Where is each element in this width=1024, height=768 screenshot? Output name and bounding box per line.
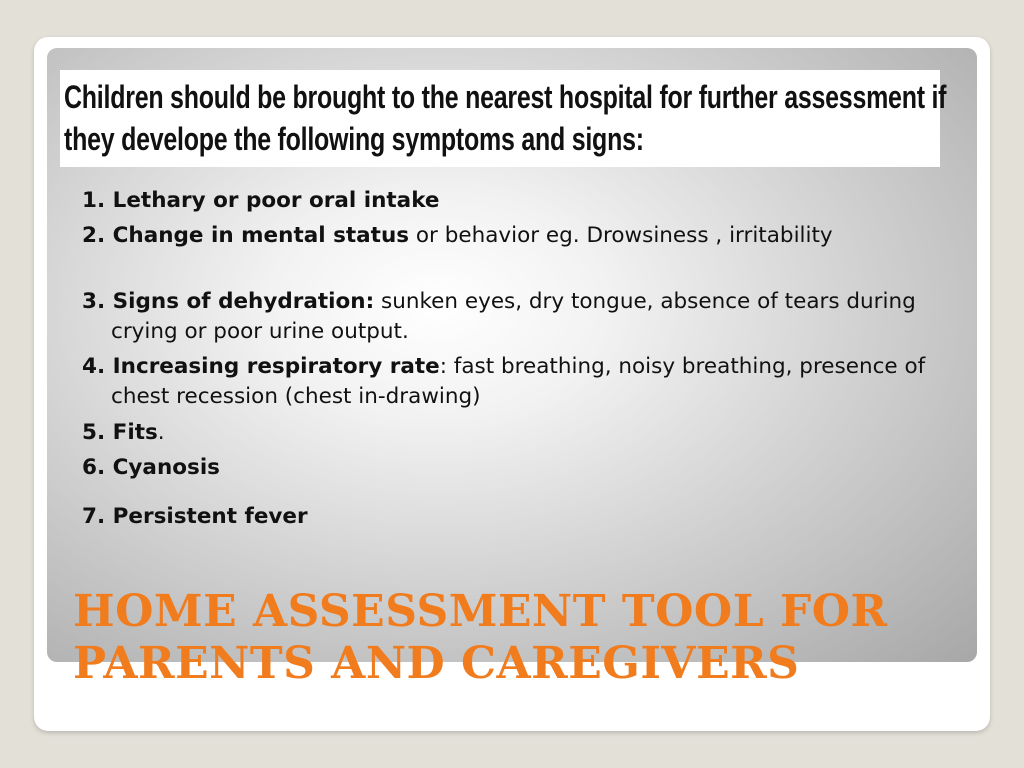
item-number: 5. [82, 420, 106, 445]
item-heading: Signs of dehydration: [112, 289, 375, 314]
banner-line-2: they develope the following symptoms and signs: [64, 121, 644, 157]
list-item [82, 453, 220, 483]
list-item [82, 352, 952, 412]
title-line-2: PARENTS AND CAREGIVERS [73, 638, 800, 689]
banner-text [64, 76, 947, 160]
item-number: 1. [82, 188, 106, 213]
item-heading: Change in mental status [112, 223, 410, 248]
item-number: 3. [82, 289, 106, 314]
item-heading: Fits [112, 420, 158, 445]
list-item [82, 186, 440, 216]
list-item [82, 287, 952, 347]
item-detail: sunken eyes, dry tongue, absence of tears during crying or poor urine output. [111, 289, 916, 344]
item-number: 7. [82, 504, 106, 529]
item-detail: : fast breathing, noisy breathing, presence of chest recession (chest in-drawing) [111, 354, 926, 409]
item-number: 4. [82, 354, 106, 379]
item-heading: Persistent fever [112, 504, 308, 529]
item-number: 6. [82, 455, 106, 480]
title-line-1: HOME ASSESSMENT TOOL FOR [73, 586, 888, 637]
item-number: 2. [82, 223, 106, 248]
item-detail: . [157, 420, 165, 445]
list-item [82, 502, 308, 532]
slide-title [73, 586, 973, 690]
instruction-banner [60, 70, 947, 167]
item-heading: Lethary or poor oral intake [112, 188, 440, 213]
banner-line-1: Children should be brought to the nearest hospital for further assessment if [64, 79, 947, 115]
item-heading: Increasing respiratory rate [112, 354, 440, 379]
list-item [82, 418, 165, 448]
list-item [82, 221, 833, 251]
item-heading: Cyanosis [112, 455, 220, 480]
item-detail: or behavior eg. Drowsiness , irritability [409, 223, 833, 248]
